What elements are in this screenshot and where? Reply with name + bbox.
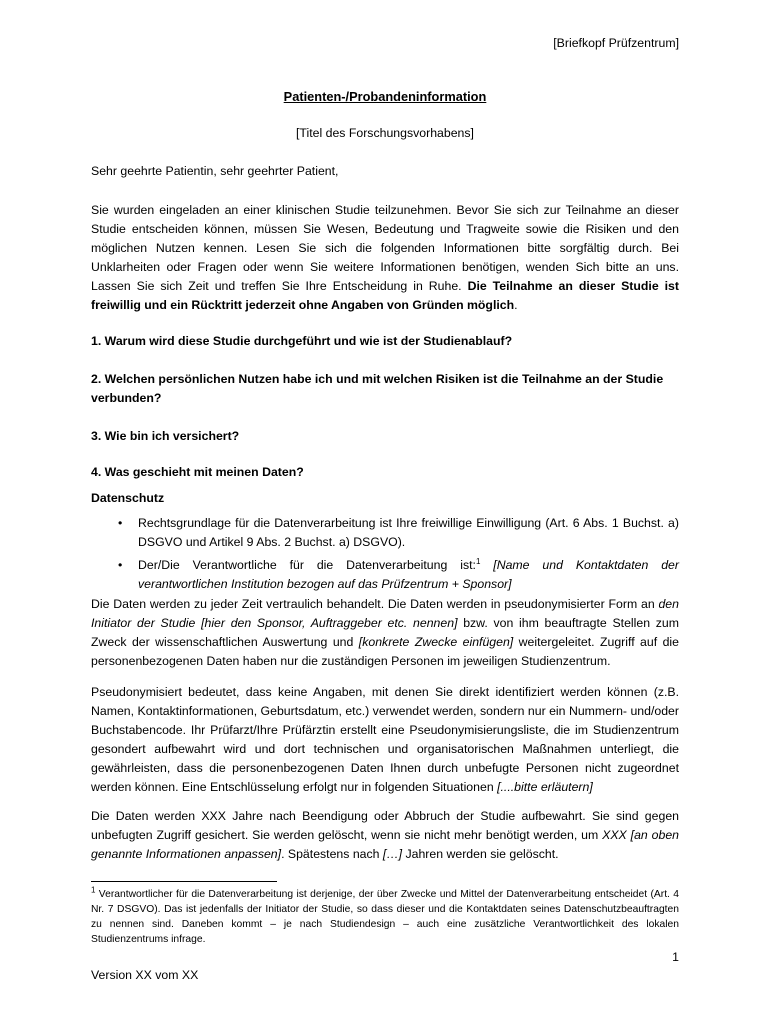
paragraph-text: Jahren werden sie gelöscht. (402, 847, 559, 861)
footnote-reference: 1 (475, 556, 481, 566)
document-page (91, 0, 679, 1024)
paragraph-text: bzw. von ihm beauftragte Stellen zum Zweck der wissenschaftlichen Auswertung und (91, 616, 679, 649)
placeholder-purposes: [konkrete Zwecke einfügen] (358, 635, 514, 649)
paragraph-text: Die Daten werden XXX Jahre nach Beendigung oder Abbruch der Studie aufbewahrt. Sie sind gegen unbefugten Zugriff gesichert. Sie werden gelöscht, wenn sie nicht mehr benötigt werden, um (91, 809, 679, 842)
bullet-list (91, 514, 679, 598)
intro-bold-text: Die Teilnahme an dieser Studie ist freiwillig und ein Rücktritt jederzeit ohne Angaben von Gründen möglich (91, 279, 679, 312)
footnote-text: Verantwortlicher für die Datenverarbeitung ist derjenige, der über Zwecke und Mittel der Datenverarbeitung entscheidet (Art. 4 Nr. 7 DSGVO). Das ist jedenfalls der Initiator der Studie, so dass dieser und die Kontaktdaten seines Datenschutzbeauftragten zu nennen sind. Daneben kommt – je nach Studiendesign – auch eine zusätzliche Verantwortlichkeit des lokalen Studienzentrums infrage. (91, 889, 679, 945)
intro-text: Sie wurden eingeladen an einer klinischen Studie teilzunehmen. Bevor Sie sich zur Teilnahme an dieser Studie entscheiden können, müssen Sie Wesen, Bedeutung und Tragweite sowie die Risiken und den möglichen Nutzen kennen. Lesen Sie sich die folgenden Informationen bitte sorgfältig durch. Bei Unklarheiten oder Fragen oder wenn Sie weitere Informationen benötigen, wenden Sich bitte an uns. Lassen Sie sich Zeit und treffen Sie Ihre Entscheidung in Ruhe. (91, 203, 679, 293)
placeholder-explain: [....bitte erläutern] (497, 780, 593, 794)
datenschutz-heading: Datenschutz (91, 491, 165, 505)
document-subtitle: [Titel des Forschungsvorhabens] (296, 126, 474, 140)
paragraph-confidentiality (91, 595, 679, 671)
question-heading-4: 4. Was geschieht mit meinen Daten? (91, 465, 304, 479)
footnote (91, 887, 679, 947)
question-heading-1: 1. Warum wird diese Studie durchgeführt und wie ist der Studienablauf? (91, 334, 513, 348)
paragraph-text: Pseudonymisiert bedeutet, dass keine Angaben, mit denen Sie direkt identifiziert werden können (z.B. Namen, Kontaktinformationen, Geburtsdatum, etc.) verwendet werden, sondern nur ein Nummern- und/oder Buchstabencode. Ihr Prüfarzt/Ihre Prüfärztin erstellt eine Pseudonymisierungsliste, die im Studienzentrum gesondert aufbewahrt wird und dort technischen und organisatorischen Maßnahmen unterliegt, die gewährleisten, dass die personenbezogenen Daten Ihnen durch unbefugte Personen nicht zugeordnet werden können. Eine Entschlüsselung erfolgt nur in folgenden Situationen (91, 685, 679, 794)
placeholder-initiator: den Initiator der Studie [hier den Sponsor, Auftraggeber etc. nennen] (91, 597, 679, 630)
paragraph-text: Die Daten werden zu jeder Zeit vertraulich behandelt. Die Daten werden in pseudonymisierter Form an (91, 597, 659, 611)
paragraph-pseudonymisation (91, 683, 679, 797)
letterhead-placeholder: [Briefkopf Prüfzentrum] (553, 36, 679, 50)
intro-end: . (514, 298, 518, 312)
document-title: Patienten-/Probandeninformation (283, 89, 487, 104)
paragraph-text: . Spätestens nach (281, 847, 383, 861)
version-footer: Version XX vom XX (91, 968, 199, 982)
bullet-icon: • (118, 516, 123, 530)
placeholder-adapt: XXX [an oben genannte Informationen anpassen] (91, 828, 680, 861)
question-heading-3: 3. Wie bin ich versichert? (91, 429, 240, 443)
bullet-placeholder-italic: [Name und Kontaktdaten der verantwortlichen Institution bezogen auf das Prüfzentrum + Sponsor] (138, 558, 679, 591)
footnote-separator (91, 881, 277, 882)
list-item (91, 514, 679, 552)
bullet-text-legal-basis: Rechtsgrundlage für die Datenverarbeitung ist Ihre freiwillige Einwilligung (Art. 6 Abs. 1 Buchst. a) DSGVO und Artikel 9 Abs. 2 Buchst. a) DSGVO). (138, 516, 679, 549)
paragraph-text: weitergeleitet. Zugriff auf die personenbezogenen Daten haben nur die zuständigen Personen im jeweiligen Studienzentrum. (91, 635, 679, 668)
list-item (91, 556, 679, 594)
paragraph-retention (91, 807, 679, 864)
bullet-icon: • (118, 558, 123, 572)
placeholder-years: […] (382, 847, 403, 861)
bullet-text-controller: Der/Die Verantwortliche für die Datenverarbeitung ist: (138, 558, 476, 572)
question-heading-2: 2. Welchen persönlichen Nutzen habe ich und mit welchen Risiken ist die Teilnahme an der Studie verbunden? (91, 372, 664, 405)
footnote-number: 1 (91, 885, 96, 895)
intro-paragraph (91, 201, 679, 315)
page-number: 1 (672, 950, 679, 964)
salutation: Sehr geehrte Patientin, sehr geehrter Patient, (91, 164, 339, 178)
